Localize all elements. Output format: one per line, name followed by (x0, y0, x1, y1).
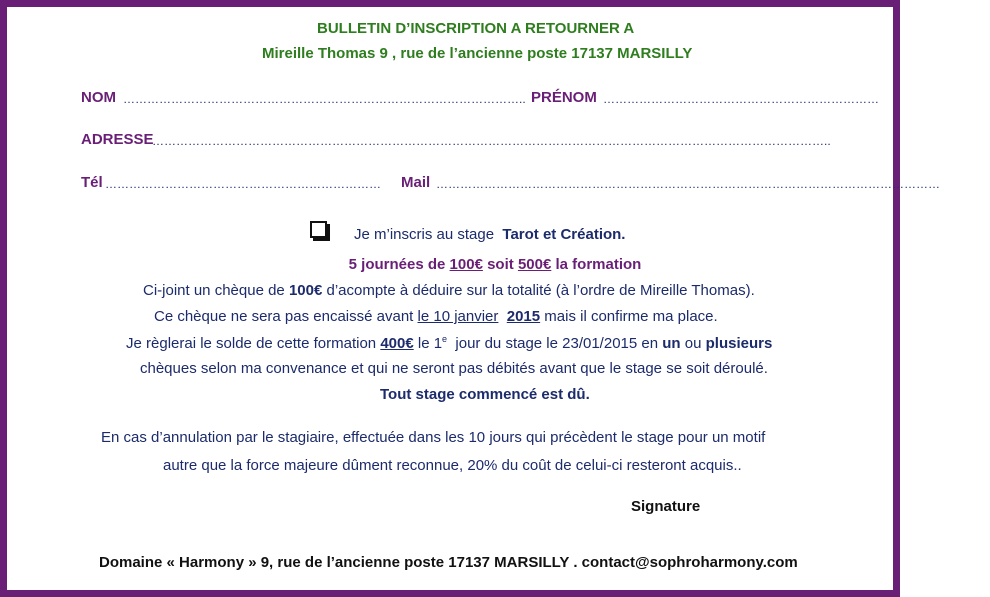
du-line: Tout stage commencé est dû. (380, 386, 590, 403)
solde-line (126, 334, 772, 352)
cancel-line-1: En cas d’annulation par le stagiaire, effectuée dans les 10 jours qui précèdent le stage pour un motif (101, 429, 766, 446)
encash-suffix: mais il confirme ma place. (544, 308, 718, 325)
inscription-line (354, 226, 625, 243)
checkbox-icon[interactable] (310, 221, 327, 238)
cheque-prefix: Ci-joint un chèque de (143, 282, 285, 299)
days-mid: soit (487, 256, 514, 273)
solde-prefix: Je règlerai le solde de cette formation (126, 335, 377, 352)
solde-amount: 400€ (380, 335, 414, 352)
cheque-line (143, 282, 755, 299)
encash-line (154, 308, 718, 325)
nom-label: NOM (81, 89, 116, 106)
days-prefix: 5 journées de (348, 256, 446, 273)
mail-label: Mail (401, 174, 431, 191)
header-line-2: Mireille Thomas 9 , rue de l’ancienne poste 17137 MARSILLY (262, 45, 693, 62)
price-total: 500€ (517, 256, 552, 273)
tel-field[interactable]: …………………………………………………………… (105, 177, 381, 191)
nom-field[interactable]: ……………………………………………………………………………………….. (123, 92, 526, 106)
tel-label: Tél (81, 174, 103, 191)
encash-prefix: Ce chèque ne sera pas encaissé avant (154, 308, 414, 325)
cheque-suffix: d’acompte à déduire sur la totalité (à l’ordre de Mireille Thomas). (326, 282, 755, 299)
encash-date: le 10 janvier (417, 308, 499, 325)
solde-mid2: jour du stage le 23/01/2015 en (455, 335, 659, 352)
adresse-label: ADRESSE (81, 131, 154, 148)
prenom-label: PRÉNOM (531, 89, 597, 106)
solde-mid1: le 1 (417, 335, 443, 352)
footer: Domaine « Harmony » 9, rue de l’ancienne poste 17137 MARSILLY . contact@sophroharmony.com (99, 554, 798, 571)
stage-name: Tarot et Création. (502, 226, 626, 243)
signature-label: Signature (631, 498, 701, 515)
adresse-field[interactable]: …………………………………………………………………………………………………………………………………………………….. (152, 134, 831, 148)
mail-field[interactable]: ……………………………………………………………………………………………………………… (436, 177, 940, 191)
prenom-field[interactable]: …………………………………………………………… (603, 92, 879, 106)
days-suffix: la formation (555, 256, 642, 273)
solde-un: un (662, 335, 681, 352)
solde-ou: ou (684, 335, 702, 352)
cheques-line: chèques selon ma convenance et qui ne seront pas débités avant que le stage se soit déroulé. (140, 360, 768, 377)
price-line (0, 256, 990, 273)
encash-year: 2015 (506, 308, 541, 325)
cancel-line-2: autre que la force majeure dûment reconnue, 20% du coût de celui-ci resteront acquis.. (163, 457, 742, 474)
price-per-day: 100€ (449, 256, 483, 273)
cheque-amount: 100€ (288, 282, 323, 299)
solde-plusieurs: plusieurs (705, 335, 773, 352)
solde-sup: e (442, 334, 448, 344)
header-line-1: BULLETIN D’INSCRIPTION A RETOURNER A (317, 20, 635, 37)
inscription-prefix: Je m’inscris au stage (354, 226, 495, 243)
